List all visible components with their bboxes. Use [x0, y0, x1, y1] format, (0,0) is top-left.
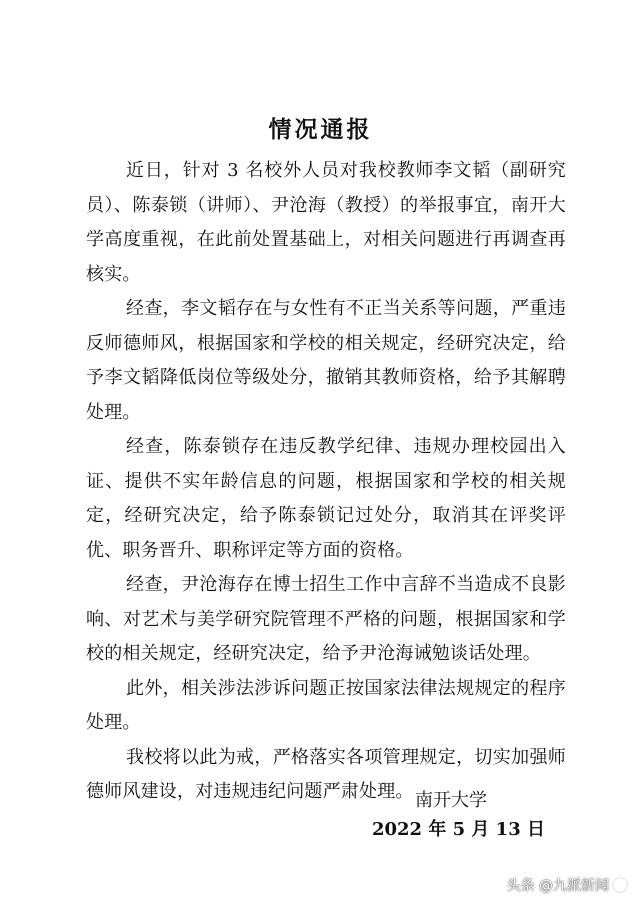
paragraph-chen-taisuo: 经查，陈泰锁存在违反教学纪律、违规办理校园出入证、提供不实年龄信息的问题，根据国家和学校的相关规定，经研究决定，给予陈泰锁记过处分，取消其在评奖评优、职务晋升、职称评定等方面的资格。	[86, 436, 566, 561]
watermark-text: 头条 @九派新闻	[506, 878, 609, 894]
signature-organization: 南开大学	[415, 790, 487, 811]
circle-logo-icon	[613, 878, 627, 892]
paragraph-intro: 近日，针对 3 名校外人员对我校教师李文韬（副研究员）、陈泰锁（讲师）、尹沧海（教授）的举报事宜，南开大学高度重视，在此前处置基础上，对相关问题进行再调查再核实。	[86, 160, 566, 285]
paragraph-yin-canghai: 经查，尹沧海存在博士招生工作中言辞不当造成不良影响、对艺术与美学研究院管理不严格的问题，根据国家和学校的相关规定，经研究决定，给予尹沧海诫勉谈话处理。	[86, 574, 566, 664]
paragraph-legal-matters: 此外，相关涉法涉诉问题正按国家法律法规规定的程序处理。	[86, 677, 566, 733]
paragraph-li-wentao: 经查，李文韬存在与女性有不正当关系等问题，严重违反师德师风，根据国家和学校的相关规定，经研究决定，给予李文韬降低岗位等级处分，撤销其教师资格，给予其解聘处理。	[86, 298, 566, 423]
signature-date: 2022 年 5 月 13 日	[371, 819, 545, 840]
document-body	[86, 154, 566, 810]
paragraph-closing: 我校将以此为戒，严格落实各项管理规定，切实加强师德师风建设，对违规违纪问题严肃处理。	[86, 746, 566, 802]
watermark	[507, 875, 627, 895]
document-title: 情况通报	[268, 117, 373, 143]
